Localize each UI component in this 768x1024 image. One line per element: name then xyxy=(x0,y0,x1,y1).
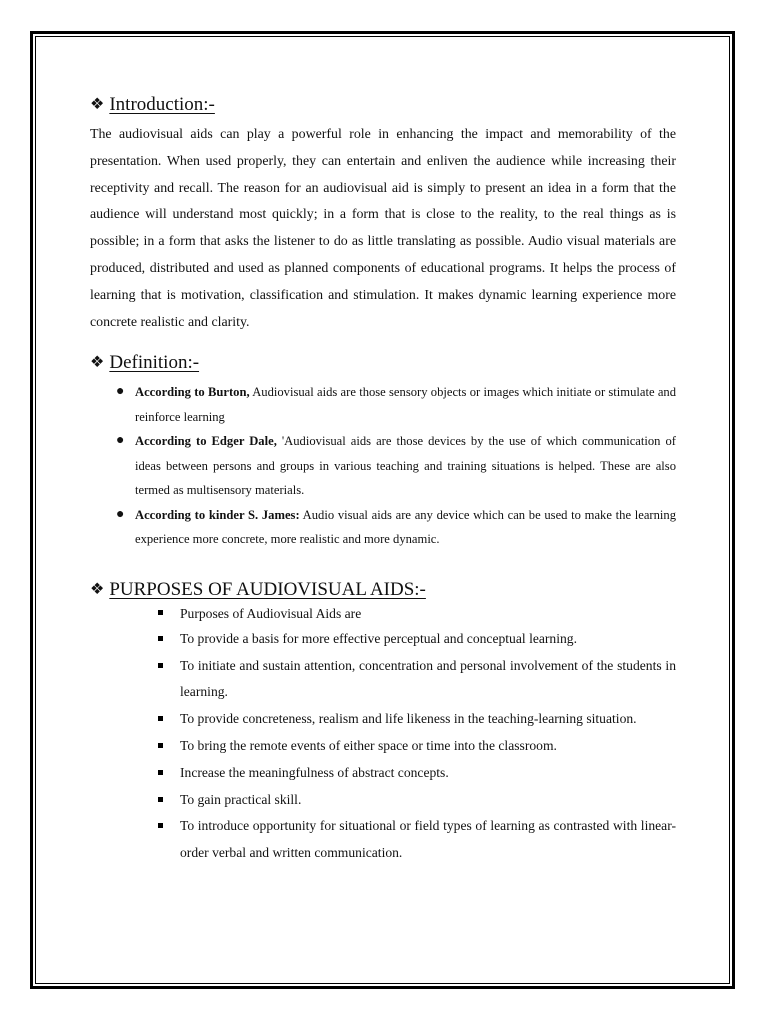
purpose-item xyxy=(90,813,676,867)
definition-source: According to Burton, xyxy=(135,385,250,400)
square-bullet-icon xyxy=(158,823,163,828)
round-bullet-icon: ● xyxy=(116,506,125,522)
square-bullet-icon xyxy=(158,797,163,802)
definition-item-james xyxy=(90,503,676,552)
square-bullet-icon xyxy=(158,716,163,721)
purpose-text: To initiate and sustain attention, concentration and personal involvement of the students in learning. xyxy=(180,657,676,700)
introduction-paragraph: The audiovisual aids can play a powerful role in enhancing the impact and memorability of the presentation. When used properly, they can entertain and enliven the audience while increasing their receptivity and recall. The reason for an audiovisual aid is simply to present an idea in a form that the audience will understand most quickly; in a form that is close to the reality, to the real things as is possible; in a form that asks the listener to do as little translating as possible. Audio visual materials are produced, distributed and used as planned components of educational programs. It helps the process of learning that is motivation, classification and stimulation. It makes dynamic learning experience more concrete realistic and clarity. xyxy=(90,127,676,330)
round-bullet-icon: ● xyxy=(116,384,125,400)
round-bullet-icon: ● xyxy=(116,433,125,449)
purpose-item xyxy=(90,602,676,626)
definition-source: According to kinder S. James: xyxy=(135,507,300,522)
definition-text: 'Audiovisual aids are those devices by the use of which communication of ideas between persons and groups in various teaching and training situations is helped. These are also termed as multisensory materials. xyxy=(135,434,676,498)
purpose-text: To provide concreteness, realism and life likeness in the teaching-learning situation. xyxy=(180,711,637,727)
purpose-item xyxy=(90,706,676,733)
square-bullet-icon xyxy=(158,663,163,668)
document-body xyxy=(90,92,676,867)
definition-heading-text: Definition:- xyxy=(109,352,200,374)
purpose-item xyxy=(90,653,676,707)
purpose-item xyxy=(90,760,676,787)
introduction-heading-text: Introduction:- xyxy=(109,94,215,115)
definition-item-burton xyxy=(90,380,676,429)
definition-list xyxy=(90,380,676,552)
definition-text: Audio visual aids are any device which can be used to make the learning experience more concrete, more realistic and more dynamic. xyxy=(135,507,676,547)
purpose-item xyxy=(90,733,676,760)
purpose-text: To gain practical skill. xyxy=(180,791,302,807)
purpose-text: To provide a basis for more effective perceptual and conceptual learning. xyxy=(180,630,577,646)
purpose-item xyxy=(90,787,676,814)
square-bullet-icon xyxy=(158,636,163,641)
definition-text: Audiovisual aids are those sensory objects or images which initiate or stimulate and reinforce learning xyxy=(135,385,677,424)
definition-source: According to Edger Dale, xyxy=(135,434,277,449)
purpose-text: To introduce opportunity for situational or field types of learning as contrasted with linear-order verbal and written communication. xyxy=(180,818,676,861)
square-bullet-icon xyxy=(158,770,163,775)
square-bullet-icon xyxy=(158,743,163,748)
purposes-list xyxy=(90,602,676,867)
purpose-item xyxy=(90,626,676,653)
definition-heading xyxy=(90,350,676,376)
purposes-heading xyxy=(90,578,676,602)
diamond-bullet-icon: ❖ xyxy=(90,96,105,113)
purposes-heading-text: PURPOSES OF AUDIOVISUAL AIDS:- xyxy=(109,578,426,600)
purpose-text: Purposes of Audiovisual Aids are xyxy=(180,605,362,621)
definition-item-dale xyxy=(90,429,676,503)
purpose-text: Increase the meaningfulness of abstract concepts. xyxy=(180,764,449,780)
diamond-bullet-icon: ❖ xyxy=(90,580,105,598)
square-bullet-icon xyxy=(158,610,163,615)
purpose-text: To bring the remote events of either space or time into the classroom. xyxy=(180,738,557,754)
introduction-heading xyxy=(90,92,676,118)
diamond-bullet-icon: ❖ xyxy=(90,354,105,372)
